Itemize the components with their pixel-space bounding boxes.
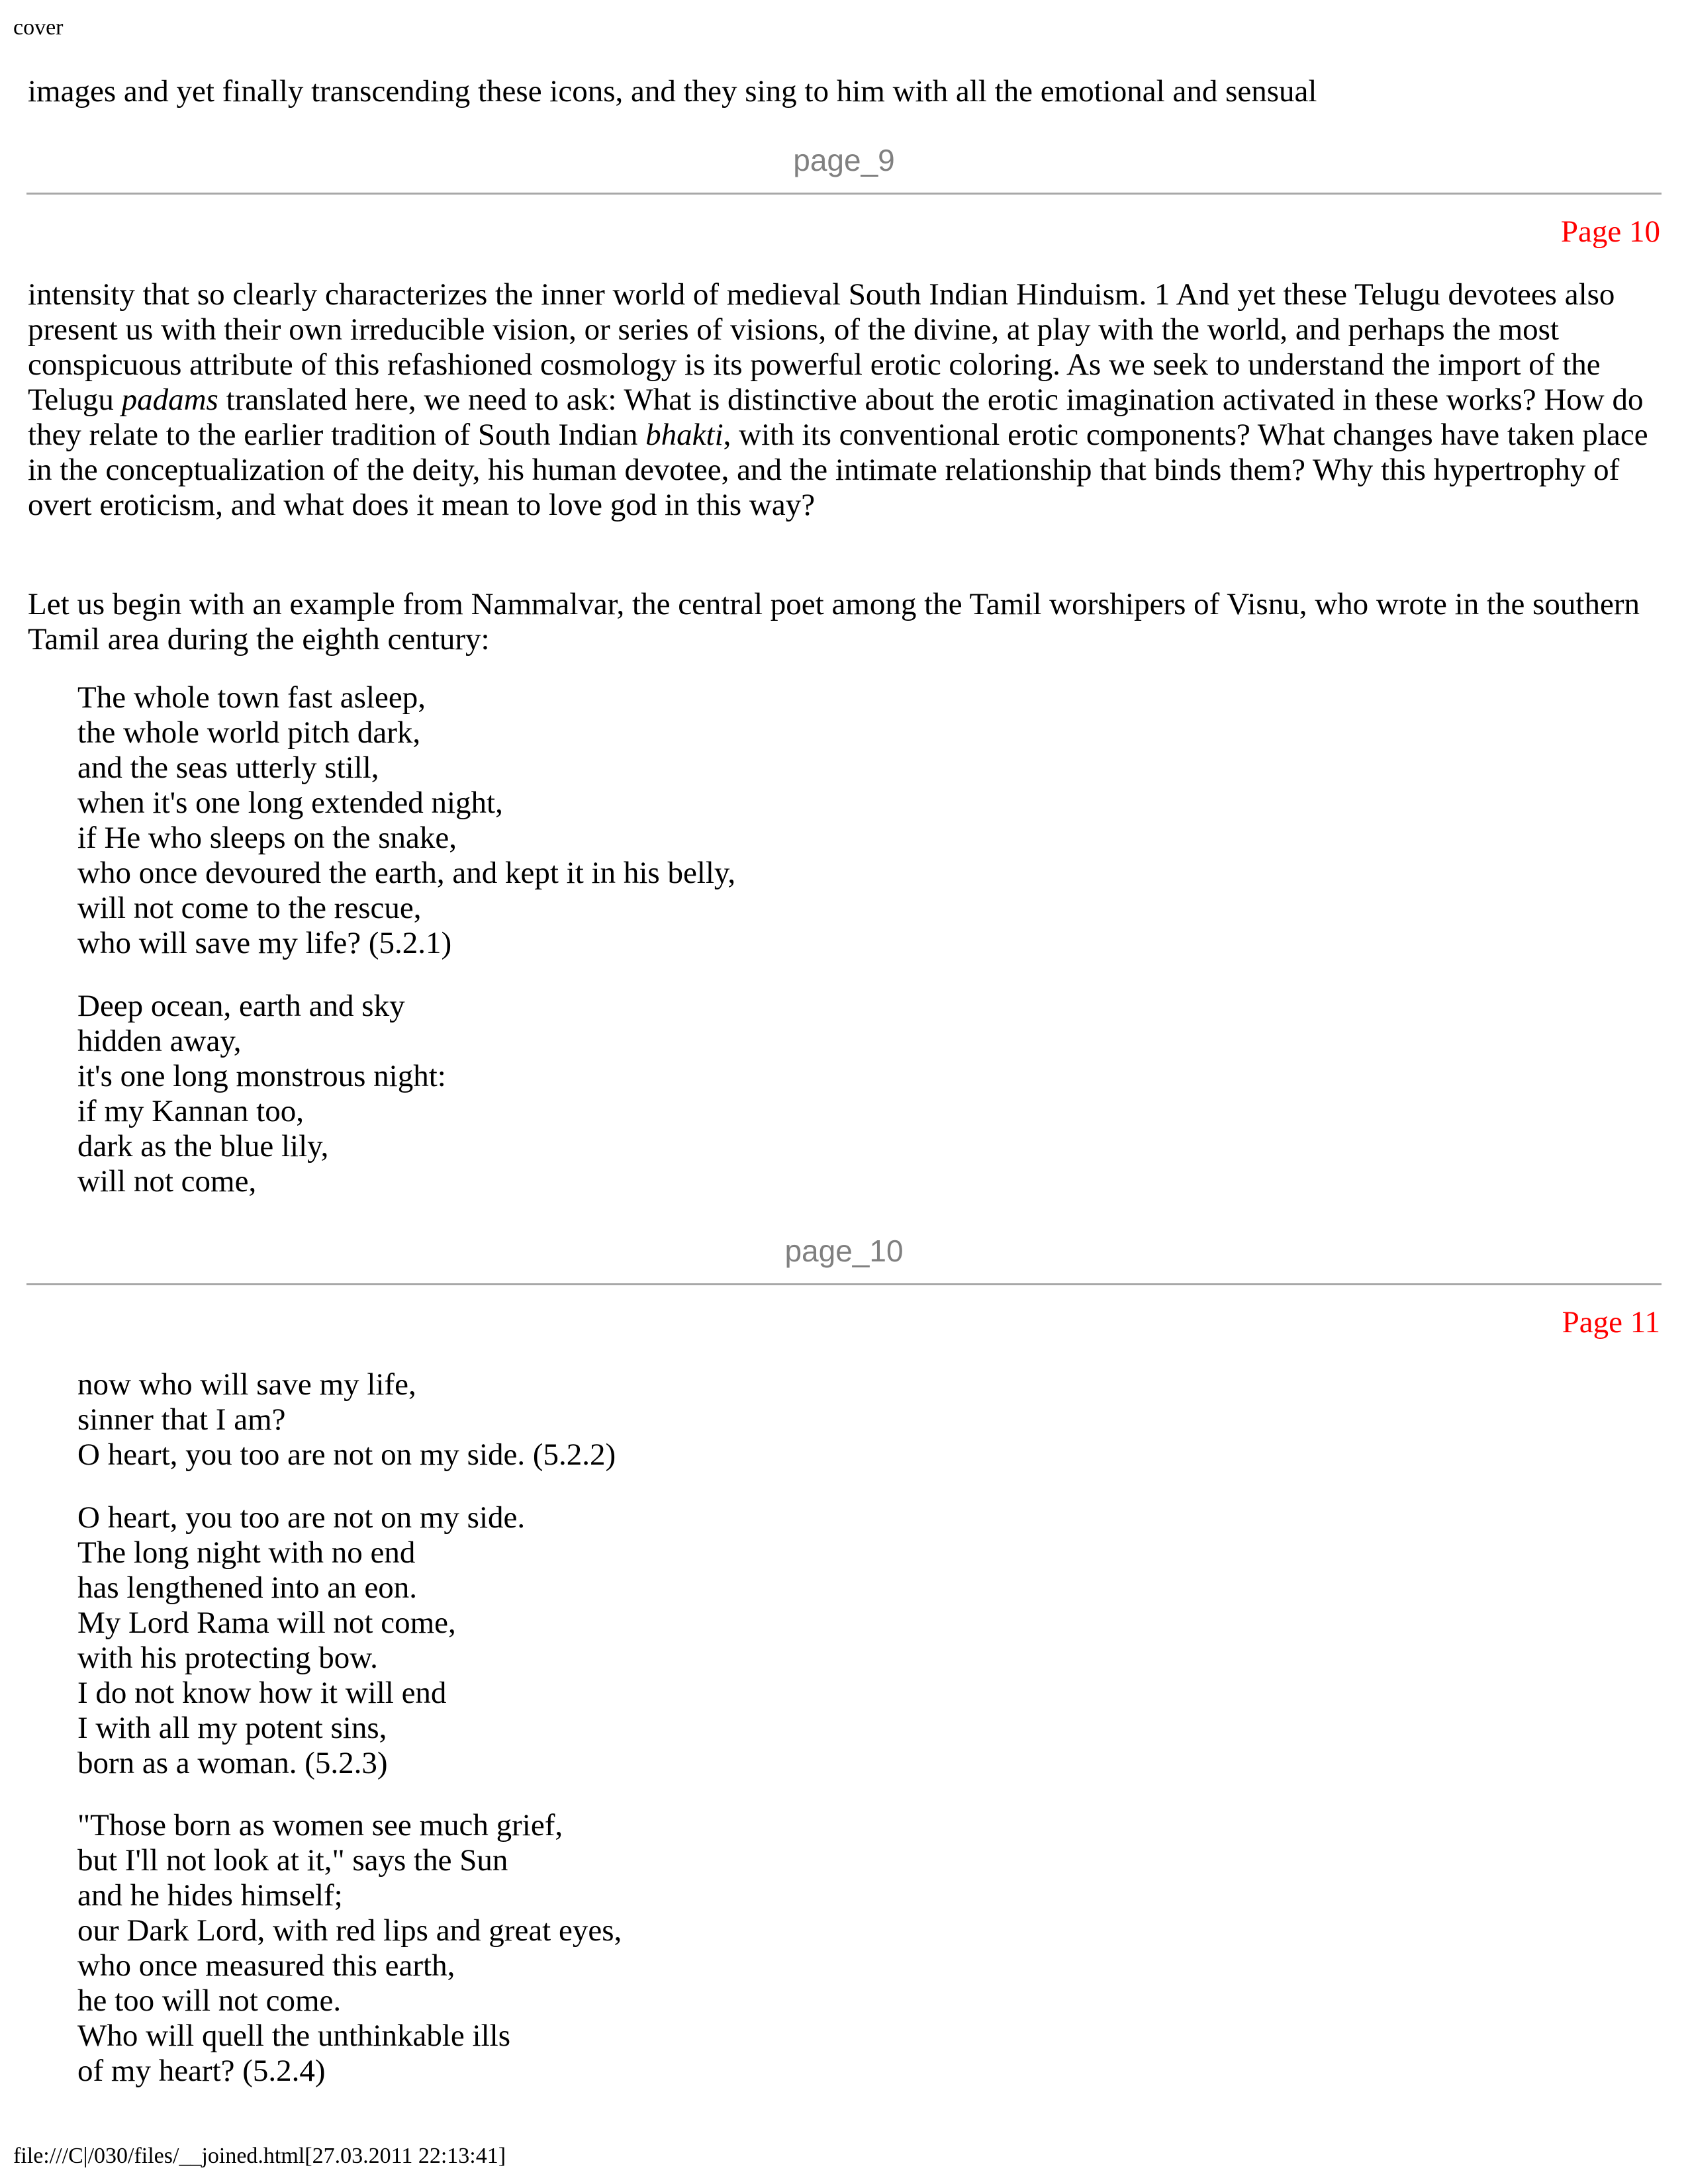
page-marker-10: page_10 (784, 1234, 904, 1268)
verse-line: I with all my potent sins, (77, 1711, 387, 1745)
verse-line: but I'll not look at it," says the Sun (77, 1843, 508, 1878)
verse-line: will not come to the rescue, (77, 891, 422, 925)
verse-line: O heart, you too are not on my side. (5.2.2) (77, 1437, 616, 1472)
verse-line: The whole town fast asleep, (77, 680, 426, 715)
verse-line: with his protecting bow. (77, 1641, 378, 1675)
continuation-paragraph: images and yet finally transcending these icons, and they sing to him with all the emotional and sensual (28, 74, 1317, 109)
page-divider (26, 193, 1662, 195)
verse-line: My Lord Rama will not come, (77, 1606, 456, 1640)
verse-line: and he hides himself; (77, 1878, 343, 1913)
verse-stanza-1 (77, 680, 735, 961)
verse-line: "Those born as women see much grief, (77, 1808, 563, 1843)
verse-line: who once devoured the earth, and kept it in his belly, (77, 856, 736, 890)
verse-line: Who will quell the unthinkable ills (77, 2019, 510, 2053)
verse-line: The long night with no end (77, 1535, 416, 1570)
page-marker-9: page_9 (793, 143, 895, 177)
paragraph-text: intensity that so clearly characterizes the inner world of medieval South Indian Hinduism. 1 And yet these Telugu devotees also present us with their own irreducible vision, or series of visions, of the divine, at play with the world, and perhaps the most conspicuous attribute of this refashioned cosmology is its powerful erotic coloring. As we seek to understand the import of the Telugu (28, 277, 1615, 417)
verse-line: I do not know how it will end (77, 1676, 447, 1710)
italic-term-padams: padams (121, 383, 218, 417)
verse-line: if He who sleeps on the snake, (77, 821, 457, 855)
verse-line: hidden away, (77, 1024, 242, 1058)
verse-stanza-2-continued (77, 1367, 616, 1473)
verse-line: who once measured this earth, (77, 1948, 455, 1983)
verse-line: Deep ocean, earth and sky (77, 989, 405, 1023)
body-paragraph-1 (28, 277, 1669, 523)
verse-line: born as a woman. (5.2.3) (77, 1746, 388, 1780)
verse-line: when it's one long extended night, (77, 786, 503, 820)
verse-line: has lengthened into an eon. (77, 1570, 417, 1605)
verse-line: will not come, (77, 1164, 257, 1199)
page-divider (26, 1283, 1662, 1285)
paragraph-text: , with its conventional erotic components? What changes have taken place in the conceptualization of the deity, his human devotee, and the intimate relationship that binds them? Why this hypertrophy of overt eroticism, and what does it mean to love god in this way? (28, 418, 1648, 522)
browser-footer-path: file:///C|/030/files/__joined.html[27.03.2011 22:13:41] (13, 2144, 506, 2168)
verse-line: it's one long monstrous night: (77, 1059, 446, 1093)
verse-line: dark as the blue lily, (77, 1129, 329, 1163)
verse-line: if my Kannan too, (77, 1094, 304, 1128)
page-number-11: Page 11 (1562, 1305, 1660, 1340)
verse-line: sinner that I am? (77, 1402, 286, 1437)
verse-line: and the seas utterly still, (77, 751, 379, 785)
verse-stanza-3 (77, 1500, 525, 1781)
verse-line: now who will save my life, (77, 1367, 416, 1402)
browser-header-title: cover (13, 15, 64, 40)
paragraph-text: translated here, we need to ask: What is distinctive about the erotic imagination activated in these works? How do they relate to the earlier tradition of South Indian (28, 383, 1644, 452)
verse-line: who will save my life? (5.2.1) (77, 926, 452, 960)
verse-line: the whole world pitch dark, (77, 715, 421, 750)
verse-line: O heart, you too are not on my side. (77, 1500, 526, 1535)
verse-line: he too will not come. (77, 1983, 342, 2018)
page-number-10: Page 10 (1560, 214, 1660, 249)
verse-line: our Dark Lord, with red lips and great eyes, (77, 1913, 622, 1948)
italic-term-bhakti: bhakti (645, 418, 724, 452)
verse-line: of my heart? (5.2.4) (77, 2054, 326, 2088)
body-paragraph-2: Let us begin with an example from Nammalvar, the central poet among the Tamil worshipers of Visnu, who wrote in the southern Tamil area during the eighth century: (28, 587, 1640, 657)
verse-stanza-2 (77, 989, 446, 1199)
verse-stanza-4 (77, 1808, 622, 2089)
